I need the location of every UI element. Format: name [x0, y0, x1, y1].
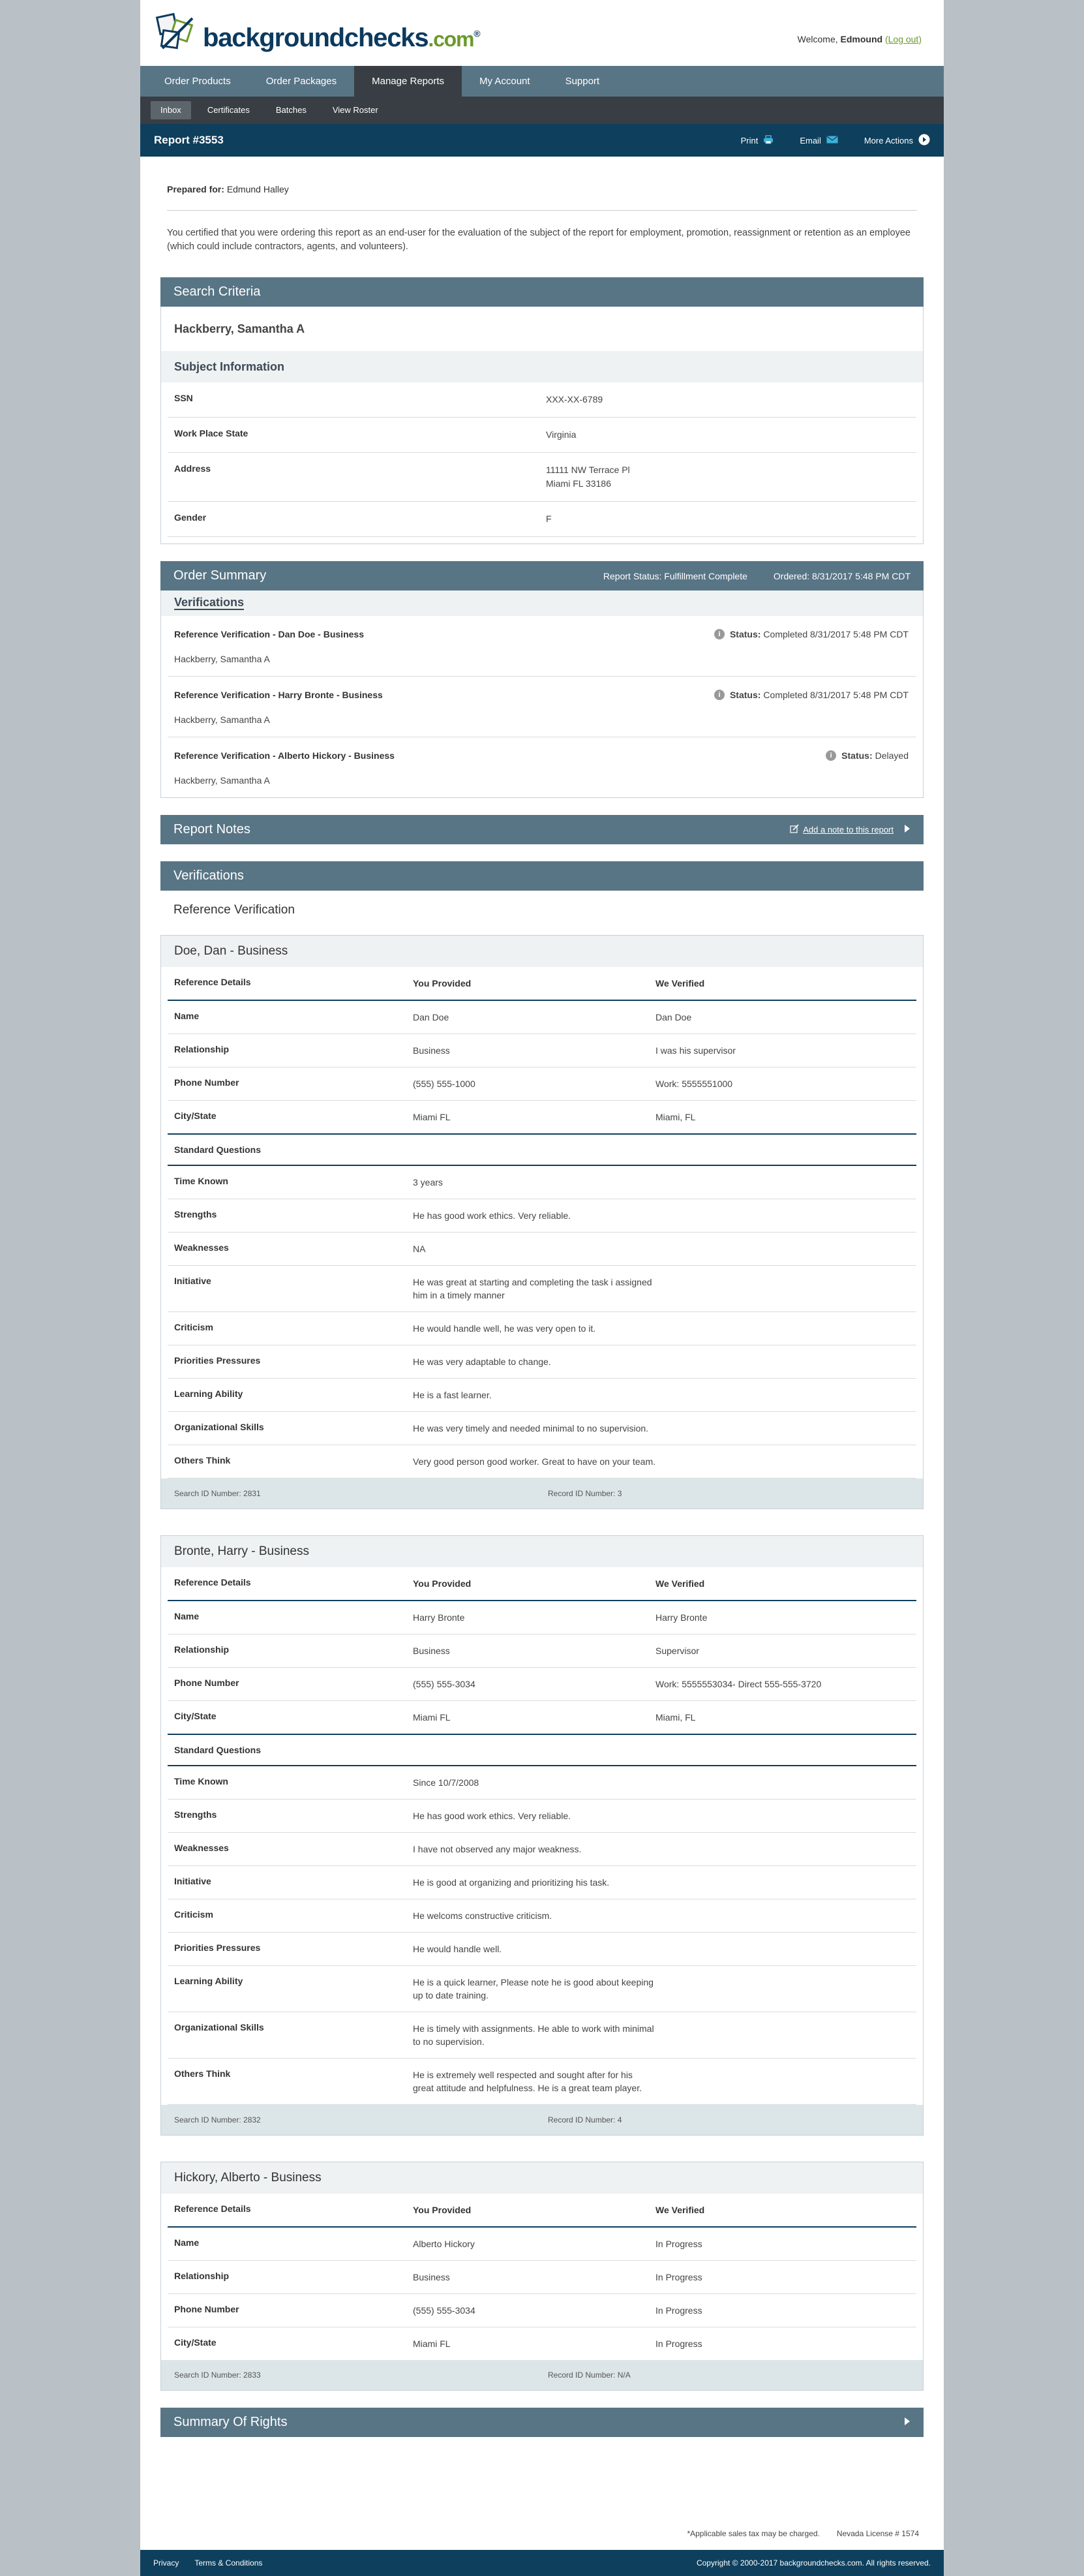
question-row	[168, 1166, 916, 1199]
prepared-name: Edmund Halley	[226, 184, 289, 194]
row-verified: In Progress	[655, 2239, 702, 2249]
logout-link[interactable]: (Log out)	[884, 34, 922, 44]
row-provided: Business	[413, 1646, 450, 1656]
add-note-link[interactable]	[790, 824, 911, 835]
question-answer: He is good at organizing and prioritizing his task.	[413, 1877, 610, 1888]
welcome-prefix: Welcome,	[797, 34, 841, 44]
verification-title: Reference Verification - Alberto Hickory - Business	[174, 750, 395, 761]
table-row	[168, 1701, 916, 1734]
more-actions-button[interactable]	[864, 134, 930, 147]
logo-text: backgroundchecks	[203, 23, 429, 52]
status-value: Completed 8/31/2017 5:48 PM CDT	[763, 690, 909, 700]
summary-of-rights-bar[interactable]	[160, 2408, 924, 2437]
divider	[167, 210, 917, 211]
row-label: City/State	[174, 1111, 217, 1121]
row-label: Name	[174, 1611, 200, 1621]
verification-subject: Hackberry, Samantha A	[174, 775, 270, 786]
certification-text: You certified that you were ordering this report as an end-user for the evaluation of the subject of the report for employment, promotion, reassignment or retention as an employee (which could include contractors, agents, and volunteers).	[167, 228, 911, 252]
question-label: Criticism	[174, 1909, 213, 1920]
report-content	[140, 184, 944, 2437]
welcome-message	[798, 34, 922, 44]
verification-title: Reference Verification - Dan Doe - Business	[174, 629, 364, 639]
standard-questions-label: Standard Questions	[174, 1745, 262, 1755]
tax-note-line	[140, 2529, 944, 2538]
reference-name: Doe, Dan - Business	[161, 936, 923, 967]
table-row	[168, 1101, 916, 1134]
row-verified: In Progress	[655, 2305, 702, 2316]
question-row	[168, 1866, 916, 1899]
question-row	[168, 1966, 916, 2012]
address-line-2: Miami FL 33186	[546, 478, 611, 489]
col-provided: You Provided	[413, 1578, 472, 1589]
print-button[interactable]	[741, 135, 774, 146]
question-label: Initiative	[174, 1876, 211, 1886]
subject-name: Hackberry, Samantha A	[174, 322, 305, 335]
verifications-label	[161, 590, 923, 616]
question-answer: He is a quick learner, Please note he is good about keeping up to date training.	[413, 1977, 654, 2001]
reference-name: Hickory, Alberto - Business	[161, 2162, 923, 2194]
question-label: Others Think	[174, 1455, 231, 1465]
report-bar	[140, 124, 944, 157]
summary-of-rights-title: Summary Of Rights	[173, 2415, 288, 2429]
question-answer: Very good person good worker. Great to have on your team.	[413, 1456, 655, 1467]
col-provided: You Provided	[413, 978, 472, 989]
logo-icon	[153, 12, 200, 55]
field-label: Work Place State	[174, 428, 248, 438]
nav-order-products[interactable]: Order Products	[164, 76, 231, 87]
question-row	[168, 1933, 916, 1966]
row-provided: Miami FL	[413, 1712, 451, 1723]
row-provided: (555) 555-1000	[413, 1079, 475, 1089]
row-label: Phone Number	[174, 2304, 239, 2314]
question-label: Criticism	[174, 1322, 213, 1332]
reference-footer	[161, 2360, 923, 2390]
tax-note: *Applicable sales tax may be charged.	[687, 2529, 820, 2538]
col-verified: We Verified	[655, 1578, 705, 1589]
field-value: F	[546, 514, 552, 524]
status-value: Completed 8/31/2017 5:48 PM CDT	[763, 629, 909, 639]
subject-field-address	[168, 453, 916, 502]
prepared-label: Prepared for:	[167, 184, 224, 194]
verifications-header: Verifications	[160, 861, 924, 891]
field-label: Address	[174, 463, 211, 474]
col-provided: You Provided	[413, 2205, 472, 2215]
record-id: Record ID Number: 3	[548, 1489, 622, 1498]
question-row	[168, 1800, 916, 1833]
info-icon: i	[714, 629, 725, 639]
question-row	[168, 1312, 916, 1345]
order-summary-section	[160, 561, 924, 798]
info-icon: i	[714, 690, 725, 700]
sub-nav	[140, 97, 944, 124]
field-label: Gender	[174, 512, 207, 523]
reference-verification-title: Reference Verification	[173, 903, 295, 917]
verification-subject: Hackberry, Samantha A	[174, 654, 270, 664]
col-details: Reference Details	[174, 2203, 251, 2214]
record-id: Record ID Number: N/A	[548, 2370, 631, 2380]
nav-manage-reports[interactable]: Manage Reports	[354, 66, 462, 97]
question-answer: He is a fast learner.	[413, 1390, 492, 1400]
question-answer: He has good work ethics. Very reliable.	[413, 1210, 571, 1221]
row-verified: In Progress	[655, 2338, 702, 2349]
verification-subject: Hackberry, Samantha A	[174, 714, 270, 725]
verification-item[interactable]	[168, 616, 916, 677]
subject-field-gender	[168, 502, 916, 537]
question-label: Others Think	[174, 2068, 231, 2079]
question-row	[168, 1379, 916, 1412]
row-provided: Dan Doe	[413, 1012, 449, 1022]
reference-footer	[161, 2105, 923, 2135]
field-value: XXX-XX-6789	[546, 394, 603, 405]
question-row	[168, 1345, 916, 1379]
row-verified: Harry Bronte	[655, 1612, 708, 1623]
subject-field-ssn	[168, 382, 916, 418]
question-label: Time Known	[174, 1776, 228, 1786]
row-verified: Miami, FL	[655, 1712, 696, 1723]
search-criteria-header: Search Criteria	[160, 277, 924, 307]
standard-questions-header	[168, 1133, 916, 1166]
subnav-inbox[interactable]: Inbox	[151, 101, 191, 119]
field-value	[546, 463, 916, 491]
question-label: Priorities Pressures	[174, 1942, 261, 1953]
reference-footer	[161, 1479, 923, 1509]
report-notes-bar	[160, 815, 924, 844]
email-button[interactable]	[800, 136, 838, 146]
standard-questions-label: Standard Questions	[174, 1144, 262, 1155]
copyright: Copyright © 2000-2017 backgroundchecks.com. All rights reserved.	[696, 2558, 931, 2568]
question-answer: He has good work ethics. Very reliable.	[413, 1811, 571, 1821]
row-verified: Supervisor	[655, 1646, 699, 1656]
status-label: Status:	[729, 690, 761, 700]
order-summary-header	[160, 561, 924, 590]
ordered-date: Ordered: 8/31/2017 5:48 PM CDT	[773, 570, 911, 581]
row-provided: (555) 555-3034	[413, 1679, 475, 1689]
search-criteria-section	[160, 277, 924, 544]
table-row	[168, 1634, 916, 1668]
table-row	[168, 2327, 916, 2360]
row-verified: Work: 5555553034- Direct 555-555-3720	[655, 1679, 822, 1689]
table-row	[168, 2294, 916, 2327]
verifications-section	[160, 861, 924, 2391]
question-label: Organizational Skills	[174, 2022, 264, 2032]
row-provided: Harry Bronte	[413, 1612, 465, 1623]
col-verified: We Verified	[655, 2205, 705, 2215]
row-label: Relationship	[174, 1644, 230, 1655]
question-label: Weaknesses	[174, 1242, 229, 1253]
address-line-1: 11111 NW Terrace Pl	[546, 465, 630, 475]
logo-suffix: .com	[428, 27, 474, 51]
col-details: Reference Details	[174, 1577, 251, 1587]
row-label: Name	[174, 1011, 200, 1021]
question-answer: NA	[413, 1244, 426, 1254]
field-label: SSN	[174, 393, 193, 403]
footer	[140, 2550, 944, 2576]
report-notes-title: Report Notes	[173, 822, 250, 836]
row-label: Phone Number	[174, 1678, 239, 1688]
col-verified: We Verified	[655, 978, 705, 989]
row-verified: I was his supervisor	[655, 1045, 736, 1056]
reference-card	[160, 935, 924, 1509]
nav-my-account[interactable]: My Account	[479, 76, 530, 87]
verification-item[interactable]	[168, 677, 916, 737]
verification-item[interactable]	[168, 737, 916, 797]
question-answer: He welcoms constructive criticism.	[413, 1910, 552, 1921]
reference-card	[160, 2162, 924, 2391]
chevron-right-circle-icon	[918, 134, 930, 147]
license-number: Nevada License # 1574	[836, 2529, 919, 2538]
order-summary-title: Order Summary	[173, 568, 267, 583]
table-row	[168, 1601, 916, 1634]
question-answer: He was great at starting and completing the task i assigned him in a timely manner	[413, 1277, 652, 1300]
question-answer: I have not observed any major weakness.	[413, 1844, 582, 1854]
question-answer: He would handle well.	[413, 1944, 502, 1954]
row-label: Relationship	[174, 2271, 230, 2281]
question-row	[168, 1412, 916, 1445]
question-answer: Since 10/7/2008	[413, 1777, 479, 1788]
question-row	[168, 2059, 916, 2105]
row-provided: Miami FL	[413, 2338, 451, 2349]
reference-name: Bronte, Harry - Business	[161, 1536, 923, 1567]
question-label: Weaknesses	[174, 1843, 229, 1853]
email-label: Email	[800, 135, 821, 146]
print-icon	[763, 135, 774, 146]
question-label: Strengths	[174, 1209, 217, 1219]
verifications-label-text: Verifications	[174, 596, 245, 609]
add-note-label: Add a note to this report	[803, 825, 894, 835]
standard-questions-header	[168, 1734, 916, 1766]
table-row	[168, 2261, 916, 2294]
order-summary-box	[160, 590, 924, 798]
status-value: Delayed	[875, 750, 909, 761]
row-label: Name	[174, 2237, 200, 2248]
search-criteria-box	[160, 307, 924, 544]
row-provided: Miami FL	[413, 1112, 451, 1122]
row-provided: Business	[413, 2272, 450, 2282]
search-id: Search ID Number: 2831	[174, 1489, 261, 1498]
subnav-view-roster[interactable]: View Roster	[332, 105, 378, 115]
logo-reg: ®	[474, 28, 480, 39]
row-verified: In Progress	[655, 2272, 702, 2282]
question-answer: He would handle well, he was very open to it.	[413, 1323, 596, 1334]
question-label: Initiative	[174, 1276, 211, 1286]
print-label: Print	[740, 135, 759, 146]
col-details: Reference Details	[174, 977, 251, 987]
row-label: Phone Number	[174, 1077, 239, 1088]
table-row	[168, 1034, 916, 1067]
verification-status	[826, 750, 909, 761]
question-row	[168, 1766, 916, 1800]
question-answer: He was very adaptable to change.	[413, 1357, 551, 1367]
verification-status	[714, 690, 909, 700]
privacy-link[interactable]: Privacy	[153, 2558, 179, 2568]
triangle-right-icon	[904, 824, 911, 835]
question-answer: He is timely with assignments. He able to work with minimal to no supervision.	[413, 2023, 654, 2047]
table-row	[168, 1067, 916, 1101]
table-header	[168, 1567, 916, 1601]
row-label: Relationship	[174, 1044, 230, 1054]
search-id: Search ID Number: 2833	[174, 2370, 261, 2380]
logo[interactable]	[153, 12, 480, 52]
subnav-certificates[interactable]: Certificates	[207, 105, 250, 115]
question-label: Priorities Pressures	[174, 1355, 261, 1366]
table-row	[168, 2228, 916, 2261]
page	[140, 0, 944, 2576]
report-status: Report Status: Fulfillment Complete	[603, 570, 747, 581]
row-provided: Business	[413, 1045, 450, 1056]
row-verified: Dan Doe	[655, 1012, 692, 1022]
subject-info-header: Subject Information	[161, 351, 923, 382]
question-row	[168, 1233, 916, 1266]
search-id: Search ID Number: 2832	[174, 2115, 261, 2124]
question-row	[168, 1266, 916, 1312]
more-actions-label: More Actions	[864, 135, 913, 146]
question-label: Learning Ability	[174, 1976, 243, 1986]
row-label: City/State	[174, 2337, 217, 2348]
user-name: Edmound	[840, 34, 883, 44]
reference-card	[160, 1535, 924, 2136]
verification-title: Reference Verification - Harry Bronte - Business	[174, 690, 383, 700]
question-answer: He is extremely well respected and sought after for his great attitude and helpfulness. He is a great team player.	[413, 2070, 642, 2093]
header	[140, 0, 944, 66]
question-row	[168, 1445, 916, 1479]
question-answer: He was very timely and needed minimal to no supervision.	[413, 1423, 649, 1434]
info-icon: i	[826, 750, 836, 761]
table-row	[168, 1668, 916, 1701]
email-icon	[826, 136, 838, 146]
verification-status	[714, 629, 909, 639]
question-label: Strengths	[174, 1809, 217, 1820]
question-row	[168, 1899, 916, 1933]
prepared-for	[167, 184, 924, 194]
row-label: City/State	[174, 1711, 217, 1721]
question-label: Organizational Skills	[174, 1422, 264, 1432]
question-row	[168, 2012, 916, 2059]
subnav-batches[interactable]: Batches	[275, 105, 307, 115]
row-verified: Work: 5555551000	[655, 1079, 733, 1089]
table-header	[168, 967, 916, 1001]
row-provided: Alberto Hickory	[413, 2239, 475, 2249]
question-row	[168, 1833, 916, 1866]
report-title: Report #3553	[154, 134, 224, 146]
row-provided: (555) 555-3034	[413, 2305, 475, 2316]
table-header	[168, 2194, 916, 2228]
status-label: Status:	[841, 750, 873, 761]
main-nav	[140, 66, 944, 97]
terms-link[interactable]: Terms & Conditions	[194, 2558, 263, 2568]
question-row	[168, 1199, 916, 1233]
nav-support[interactable]: Support	[565, 76, 600, 87]
question-answer: 3 years	[413, 1177, 443, 1188]
question-label: Learning Ability	[174, 1388, 243, 1399]
subject-field-work-state	[168, 418, 916, 453]
field-value: Virginia	[546, 429, 577, 440]
status-label: Status:	[729, 629, 761, 639]
record-id: Record ID Number: 4	[548, 2115, 622, 2124]
table-row	[168, 1001, 916, 1034]
row-verified: Miami, FL	[655, 1112, 696, 1122]
edit-icon	[790, 824, 799, 835]
triangle-right-icon	[904, 2417, 911, 2429]
nav-order-packages[interactable]: Order Packages	[265, 76, 337, 87]
question-label: Time Known	[174, 1176, 228, 1186]
